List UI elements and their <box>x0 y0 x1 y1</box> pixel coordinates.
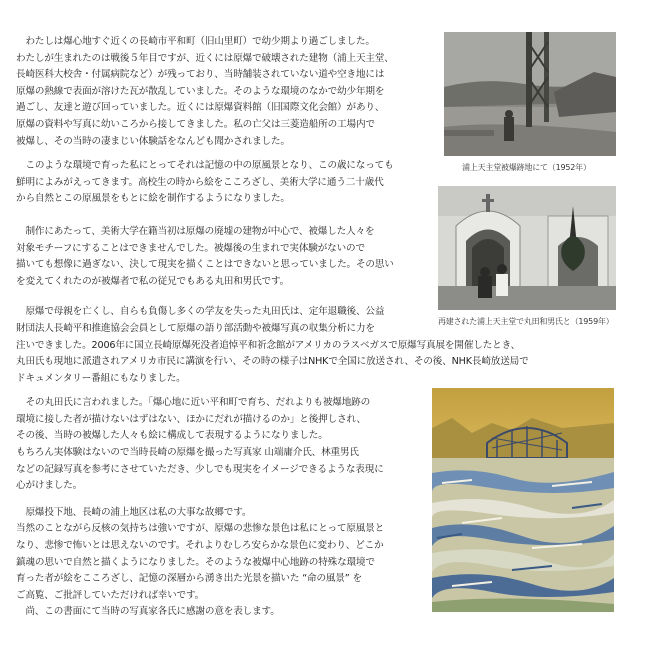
text-line: 長崎医科大校舎・付属病院など）が残っており、当時舗装されていない道や空き地には <box>16 69 385 81</box>
text-line: 心がけました。 <box>16 480 83 492</box>
text-line: 過ごし、友達と遊び回っていました。近くには原爆資料館（旧国際文化会館）があり、 <box>16 102 385 114</box>
text-line: などの記録写真を参考にさせていただき、少しでも現実をイメージできるような表現に <box>16 463 384 475</box>
text-line: 注いできました。2006年に国立長崎原爆死没者追悼平和祈念館がアメリカのラスベガスで原爆写真展を開催したとき、 <box>16 339 521 351</box>
text-line: 原爆投下地、長崎の浦上地区は私の大事な故郷です。 <box>16 506 252 518</box>
text-line: 環境に接した者が描けないはずはない、ほかにだれが描けるのか」と後押しされ、 <box>16 413 366 425</box>
text-line: 鎮魂の思いで自然と描くようになりました。そのような被爆中心地跡の特殊な環境で <box>16 556 375 568</box>
paragraph-3 <box>16 224 424 290</box>
text-line: なり、悲惨で怖いとは思えないのです。それよりむしろ安らかな景色に変わり、どこか <box>16 540 384 552</box>
text-line: 被爆し、その当時の凄まじい体験話をなんども聞かされました。 <box>16 135 290 147</box>
photo-caption: 浦上天主堂被爆跡地にて（1952年） <box>462 163 591 172</box>
text-line: その後、当時の被爆した人々も絵に構成して表現するようになりました。 <box>16 430 328 442</box>
text-line: 鮮明によみがえってきます。高校生の時から絵をこころざし、美術大学に通う二十歳代 <box>16 176 384 188</box>
text-line: から自然とこの原風景をもとに絵を制作するようになりました。 <box>16 193 290 205</box>
text-line: ご高覧、ご批評していただければ幸いです。 <box>16 589 205 601</box>
text-line: 制作にあたって、美術大学在籍当初は原爆の廃墟の建物が中心で、被爆した人々を <box>16 225 375 237</box>
text-line: もちろん実体験はないので当時長崎の原爆を撮った写真家 山端庸介氏、林重男氏 <box>16 447 359 459</box>
text-line: わたしは爆心地すぐ近くの長崎市平和町（旧山里町）で幼少期より過ごしました。 <box>16 36 375 47</box>
paragraph-2 <box>16 158 424 208</box>
text-line: 対象モチーフにすることはできませんでした。被爆後の生まれで実体験がないので <box>16 242 365 254</box>
photo-ruins-site-1952 <box>444 32 616 156</box>
text-line: 描いても想像に過ぎない、決して現実を描くことはできないと思っていました。その思い <box>16 259 394 271</box>
text-line: を変えてくれたのが被爆者で私の従兄でもある丸田和男氏です。 <box>16 275 290 287</box>
photo-rebuilt-cathedral-1959 <box>438 186 616 310</box>
paragraph-1 <box>16 34 424 150</box>
photo-caption: 再建された浦上天主堂で丸田和男氏と（1959年） <box>438 317 614 326</box>
paragraph-6 <box>16 505 424 621</box>
text-line: 育った者が絵をこころざし、記憶の深層から湧き出た光景を描いた “命の風景” を <box>16 573 362 585</box>
text-line: 原爆で母親を亡くし、自らも負傷し多くの学友を失った丸田氏は、定年退職後、公益 <box>16 306 385 318</box>
painting-image <box>432 388 614 612</box>
text-line: このような環境で育った私にとってそれは記憶の中の原風景となり、この歳になっても <box>16 160 394 172</box>
text-line: 尚、この書面にて当時の写真家各氏に感謝の意を表します。 <box>16 606 280 618</box>
paragraph-5 <box>16 395 424 495</box>
text-line: わたしが生まれたのは戦後５年目ですが、近くには原爆で破壊された建物（浦上天主堂、 <box>16 52 394 64</box>
text-line: 財団法人長崎平和推進協会会員として原爆の語り部活動や被爆写真の収集分析に力を <box>16 322 375 334</box>
text-line: 原爆の熱線で表面が溶けた瓦が散乱していました。そのような環境のなかで幼少年期を <box>16 85 385 97</box>
text-line: ドキュメンタリー番組にもなりました。 <box>16 372 186 384</box>
text-line: 原爆の資料や写真に幼いころから接してきました。私の亡父は三菱造船所の工場内で <box>16 118 375 130</box>
text-line: 丸田氏も現地に派遣されアメリカ市民に講演を行い、その時の様子はNHKで全国に放送され、その後、NHK長崎放送局で <box>16 356 529 368</box>
text-line: その丸田氏に言われました。「爆心地に近い平和町で育ち、だれよりも被爆地跡の <box>16 397 371 409</box>
text-line: 当然のことながら反核の気持ちは強いですが、原爆の悲惨な景色は私にとって原風景と <box>16 523 385 535</box>
